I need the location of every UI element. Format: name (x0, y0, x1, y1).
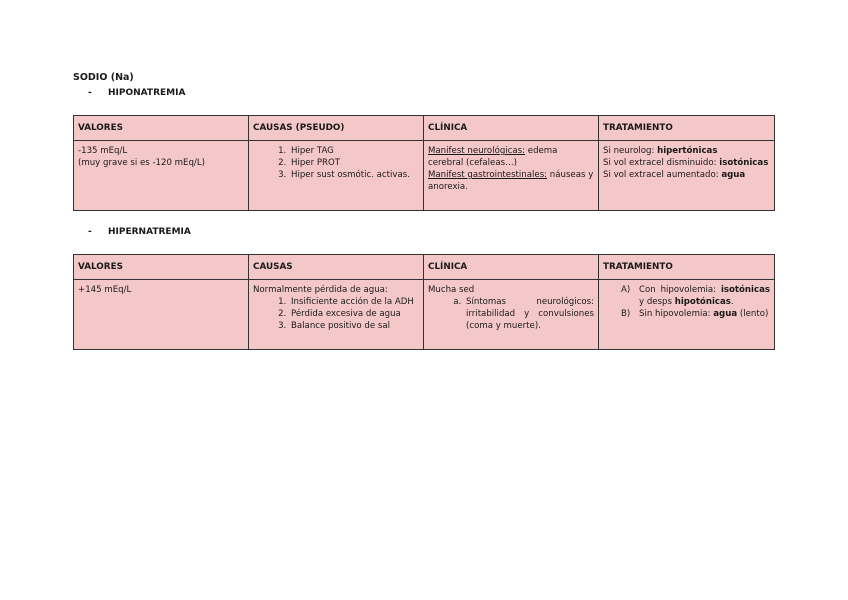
tratamiento-text: Si neurolog: (603, 146, 658, 156)
cell-tratamiento (599, 141, 775, 211)
tratamiento-text: Sin hipovolemia: (639, 309, 714, 319)
tratamiento-bold: agua (721, 170, 746, 180)
tratamiento-text: Si vol extracel disminuido: (603, 158, 720, 168)
causas-list (253, 296, 419, 332)
clinica-gastro-text: náuseas y anorexia. (428, 170, 594, 192)
tratamiento-text: Si vol extracel aumentado: (603, 170, 722, 180)
bullet-dash: - (88, 88, 92, 98)
cell-clinica (424, 141, 599, 211)
tratamiento-text: . (730, 297, 734, 307)
header-valores: VALORES (74, 255, 249, 280)
table-row (74, 141, 775, 211)
header-tratamiento: TRATAMIENTO (599, 255, 775, 280)
clinica-list (428, 296, 594, 332)
section-heading-hiponatremia (88, 88, 185, 98)
header-clinica: CLÍNICA (424, 255, 599, 280)
section-heading-hipernatremia (88, 227, 191, 237)
cell-tratamiento (599, 280, 775, 350)
list-marker: B) (621, 309, 631, 319)
valores-line: (muy grave si es -120 mEq/L) (78, 158, 205, 168)
list-item (621, 308, 770, 320)
tratamiento-bold: agua (713, 309, 738, 319)
header-valores: VALORES (74, 116, 249, 141)
tratamiento-bold: hipotónicas (674, 297, 731, 307)
tratamiento-text: y desps (639, 297, 675, 307)
clinica-neuro-text: edema cerebral (cefaleas…) (428, 146, 558, 168)
cell-causas (249, 141, 424, 211)
list-item: 1. Insificiente acción de la ADH (289, 296, 419, 308)
hiponatremia-table (73, 115, 775, 211)
list-item (621, 284, 770, 308)
tratamiento-line (603, 169, 770, 181)
list-item: a. Síntomas neurológicos: irritabilidad y convulsiones (coma y muerte). (464, 296, 594, 332)
causas-list (253, 145, 419, 181)
table-header-row (74, 116, 775, 141)
header-clinica: CLÍNICA (424, 116, 599, 141)
clinica-intro: Mucha sed (428, 285, 475, 295)
bullet-dash: - (88, 227, 92, 237)
list-item: 2. Pérdida excesiva de agua (289, 308, 419, 320)
list-item: 3. Hiper sust osmótic. activas. (289, 169, 419, 181)
cell-valores: +145 mEq/L (74, 280, 249, 350)
tratamiento-text: (lento) (737, 309, 769, 319)
section-heading-label: HIPONATREMIA (108, 88, 186, 98)
table-row (74, 280, 775, 350)
tratamiento-bold: isotónicas (720, 285, 770, 295)
causas-intro: Normalmente pérdida de agua: (253, 285, 388, 295)
list-item: 1. Hiper TAG (289, 145, 419, 157)
cell-causas (249, 280, 424, 350)
tratamiento-line (603, 157, 770, 169)
header-causas: CAUSAS (249, 255, 424, 280)
cell-valores (74, 141, 249, 211)
clinica-neuro-label: Manifest neurológicas: (428, 146, 526, 156)
table-header-row (74, 255, 775, 280)
cell-clinica (424, 280, 599, 350)
hipernatremia-table (73, 254, 775, 350)
tratamiento-line (603, 145, 770, 157)
list-item: 3. Balance positivo de sal (289, 320, 419, 332)
tratamiento-text: Con hipovolemia: (639, 285, 721, 295)
header-causas: CAUSAS (PSEUDO) (249, 116, 424, 141)
tratamiento-list (603, 284, 770, 320)
page-title: SODIO (Na) (73, 72, 134, 83)
tratamiento-bold: hipertónicas (657, 146, 718, 156)
list-item: 2. Hiper PROT (289, 157, 419, 169)
clinica-gastro-label: Manifest gastrointestinales: (428, 170, 548, 180)
tratamiento-bold: isotónicas (719, 158, 769, 168)
valores-line: -135 mEq/L (78, 146, 128, 156)
list-marker: A) (621, 285, 631, 295)
header-tratamiento: TRATAMIENTO (599, 116, 775, 141)
section-heading-label: HIPERNATREMIA (108, 227, 191, 237)
